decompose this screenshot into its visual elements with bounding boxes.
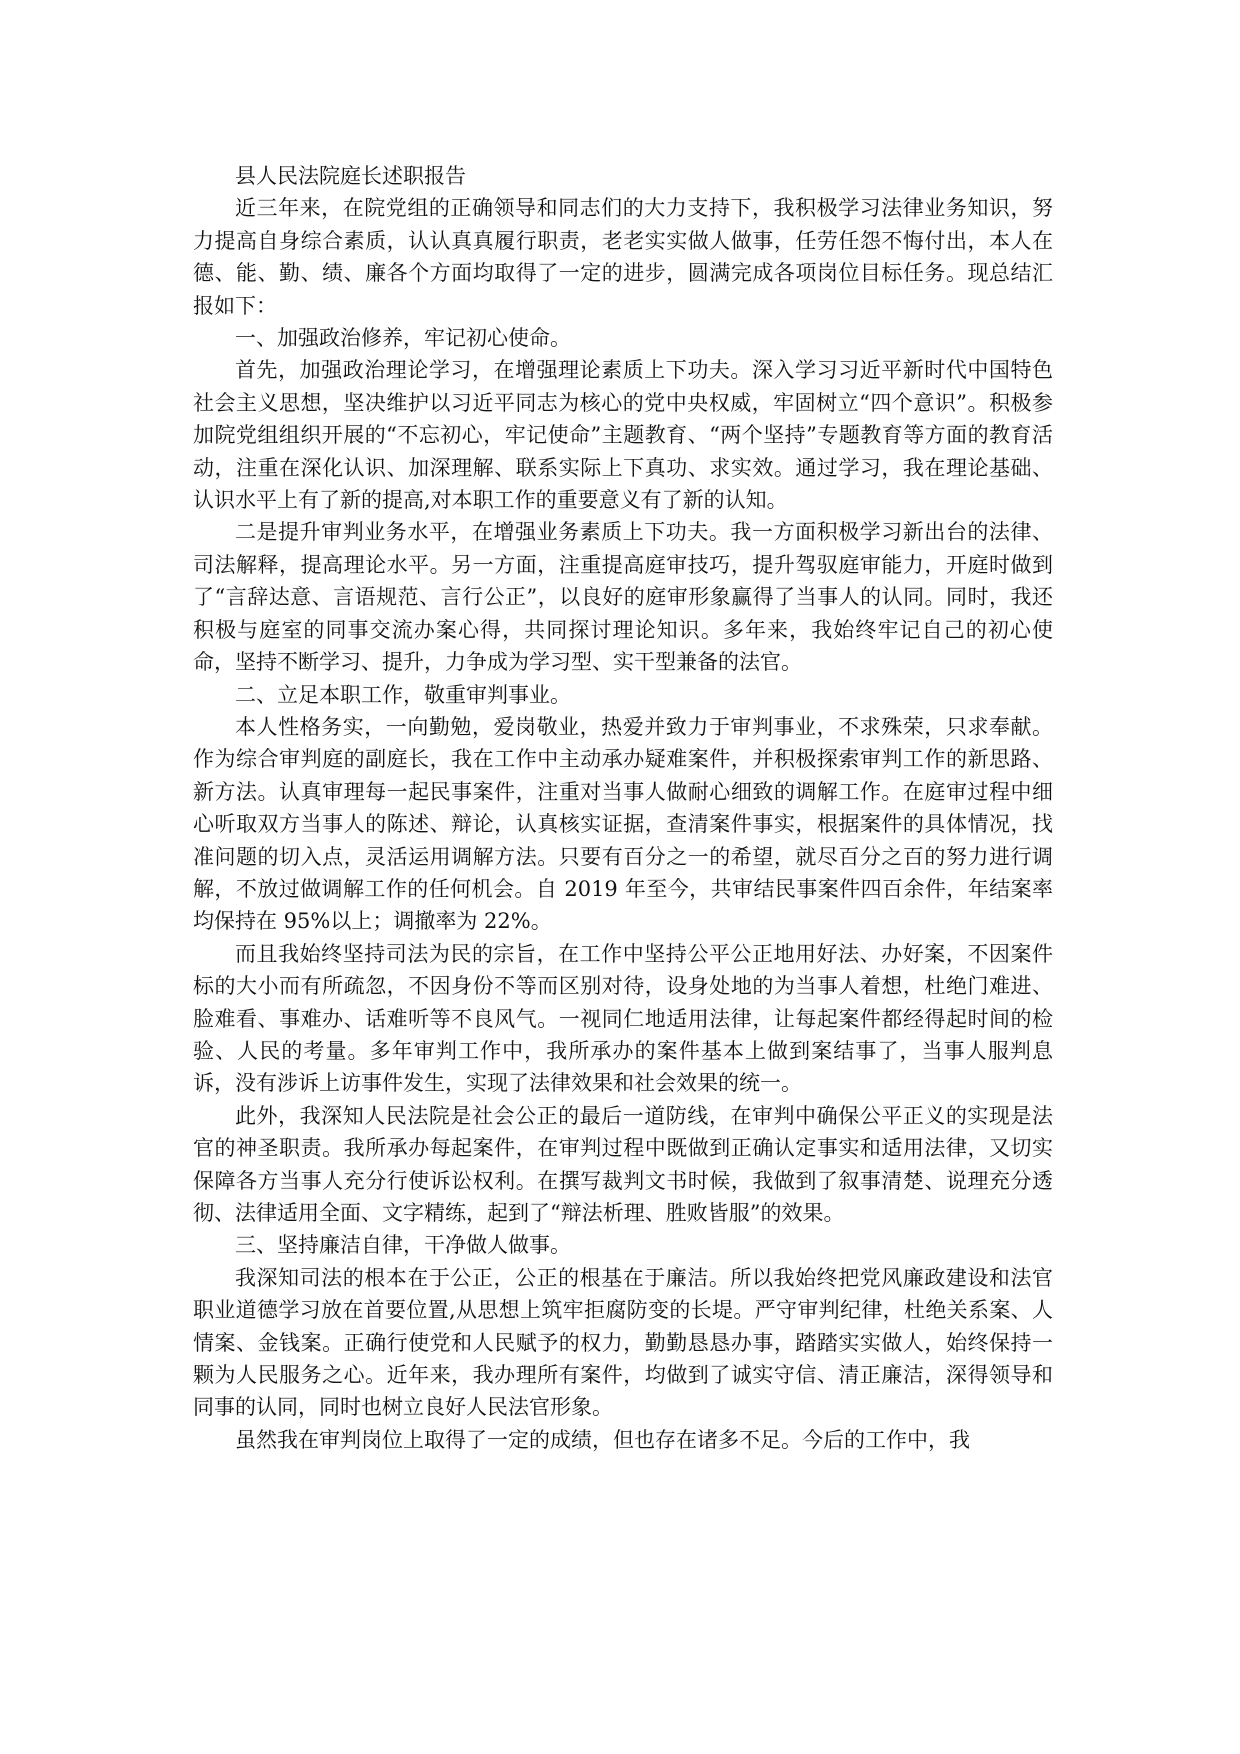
document-page	[193, 160, 1053, 1456]
paragraph-trial-work: 本人性格务实，一向勤勉，爱岗敬业，热爱并致力于审判事业，不求殊荣，只求奉献。作为综合审判庭的副庭长，我在工作中主动承办疑难案件，并积极探索审判工作的新思路、新方法。认真审理每一起民事案件，注重对当事人做耐心细致的调解工作。在庭审过程中细心听取双方当事人的陈述、辩论，认真核实证据，查清案件事实，根据案件的具体情况，找准问题的切入点，灵活运用调解方法。只要有百分之一的希望，就尽百分之百的努力进行调解，不放过做调解工作的任何机会。自 2019 年至今，共审结民事案件四百余件，年结案率均保持在 95%以上；调撤率为 22%。	[193, 714, 1053, 934]
paragraph-political-study: 首先，加强政治理论学习，在增强理论素质上下功夫。深入学习习近平新时代中国特色社会主义思想，坚决维护以习近平同志为核心的党中央权威，牢固树立“四个意识”。积极参加院党组组织开展的“不忘初心，牢记使命”主题教育、“两个坚持”专题教育等方面的教育活动，注重在深化认识、加深理解、联系实际上下真功、求实效。通过学习，我在理论基础、认识水平上有了新的提高,对本职工作的重要意义有了新的认知。	[193, 358, 1053, 513]
paragraph-conclusion: 虽然我在审判岗位上取得了一定的成绩，但也存在诸多不足。今后的工作中，我	[235, 1427, 970, 1452]
paragraph-justice-for-people: 而且我始终坚持司法为民的宗旨，在工作中坚持公平公正地用好法、办好案，不因案件标的大小而有所疏忽，不因身份不等而区别对待，设身处地的为当事人着想，杜绝门难进、脸难看、事难办、话难听等不良风气。一视同仁地适用法律，让每起案件都经得起时间的检验、人民的考量。多年审判工作中，我所承办的案件基本上做到案结事了，当事人服判息诉，没有涉诉上访事件发生，实现了法律效果和社会效果的统一。	[193, 941, 1053, 1096]
paragraph-intro: 近三年来，在院党组的正确领导和同志们的大力支持下，我积极学习法律业务知识，努力提高自身综合素质，认认真真履行职责，老老实实做人做事，任劳任怨不悔付出，本人在德、能、勤、绩、廉各个方面均取得了一定的进步，圆满完成各项岗位目标任务。现总结汇报如下：	[193, 196, 1053, 318]
document-title: 县人民法院庭长述职报告	[235, 164, 466, 188]
section-heading-3: 三、坚持廉洁自律，干净做人做事。	[235, 1233, 571, 1258]
section-heading-2: 二、立足本职工作，敬重审判事业。	[235, 682, 571, 707]
paragraph-integrity: 我深知司法的根本在于公正，公正的根基在于廉洁。所以我始终把党风廉政建设和法官职业道德学习放在首要位置,从思想上筑牢拒腐防变的长堤。严守审判纪律，杜绝关系案、人情案、金钱案。正确行使党和人民赋予的权力，勤勤恳恳办事，踏踏实实做人，始终保持一颗为人民服务之心。近年来，我办理所有案件，均做到了诚实守信、清正廉洁，深得领导和同事的认同，同时也树立良好人民法官形象。	[193, 1265, 1053, 1420]
paragraph-fairness: 此外，我深知人民法院是社会公正的最后一道防线，在审判中确保公平正义的实现是法官的神圣职责。我所承办每起案件，在审判过程中既做到正确认定事实和适用法律，又切实保障各方当事人充分行使诉讼权利。在撰写裁判文书时候，我做到了叙事清楚、说理充分透彻、法律适用全面、文字精练，起到了“辩法析理、胜败皆服”的效果。	[193, 1103, 1053, 1225]
section-heading-1: 一、加强政治修养，牢记初心使命。	[235, 326, 571, 351]
paragraph-business-skill: 二是提升审判业务水平，在增强业务素质上下功夫。我一方面积极学习新出台的法律、司法解释，提高理论水平。另一方面，注重提高庭审技巧，提升驾驭庭审能力，开庭时做到了“言辞达意、言语规范、言行公正”，以良好的庭审形象赢得了当事人的认同。同时，我还积极与庭室的同事交流办案心得，共同探讨理论知识。多年来，我始终牢记自己的初心使命，坚持不断学习、提升，力争成为学习型、实干型兼备的法官。	[193, 520, 1053, 675]
